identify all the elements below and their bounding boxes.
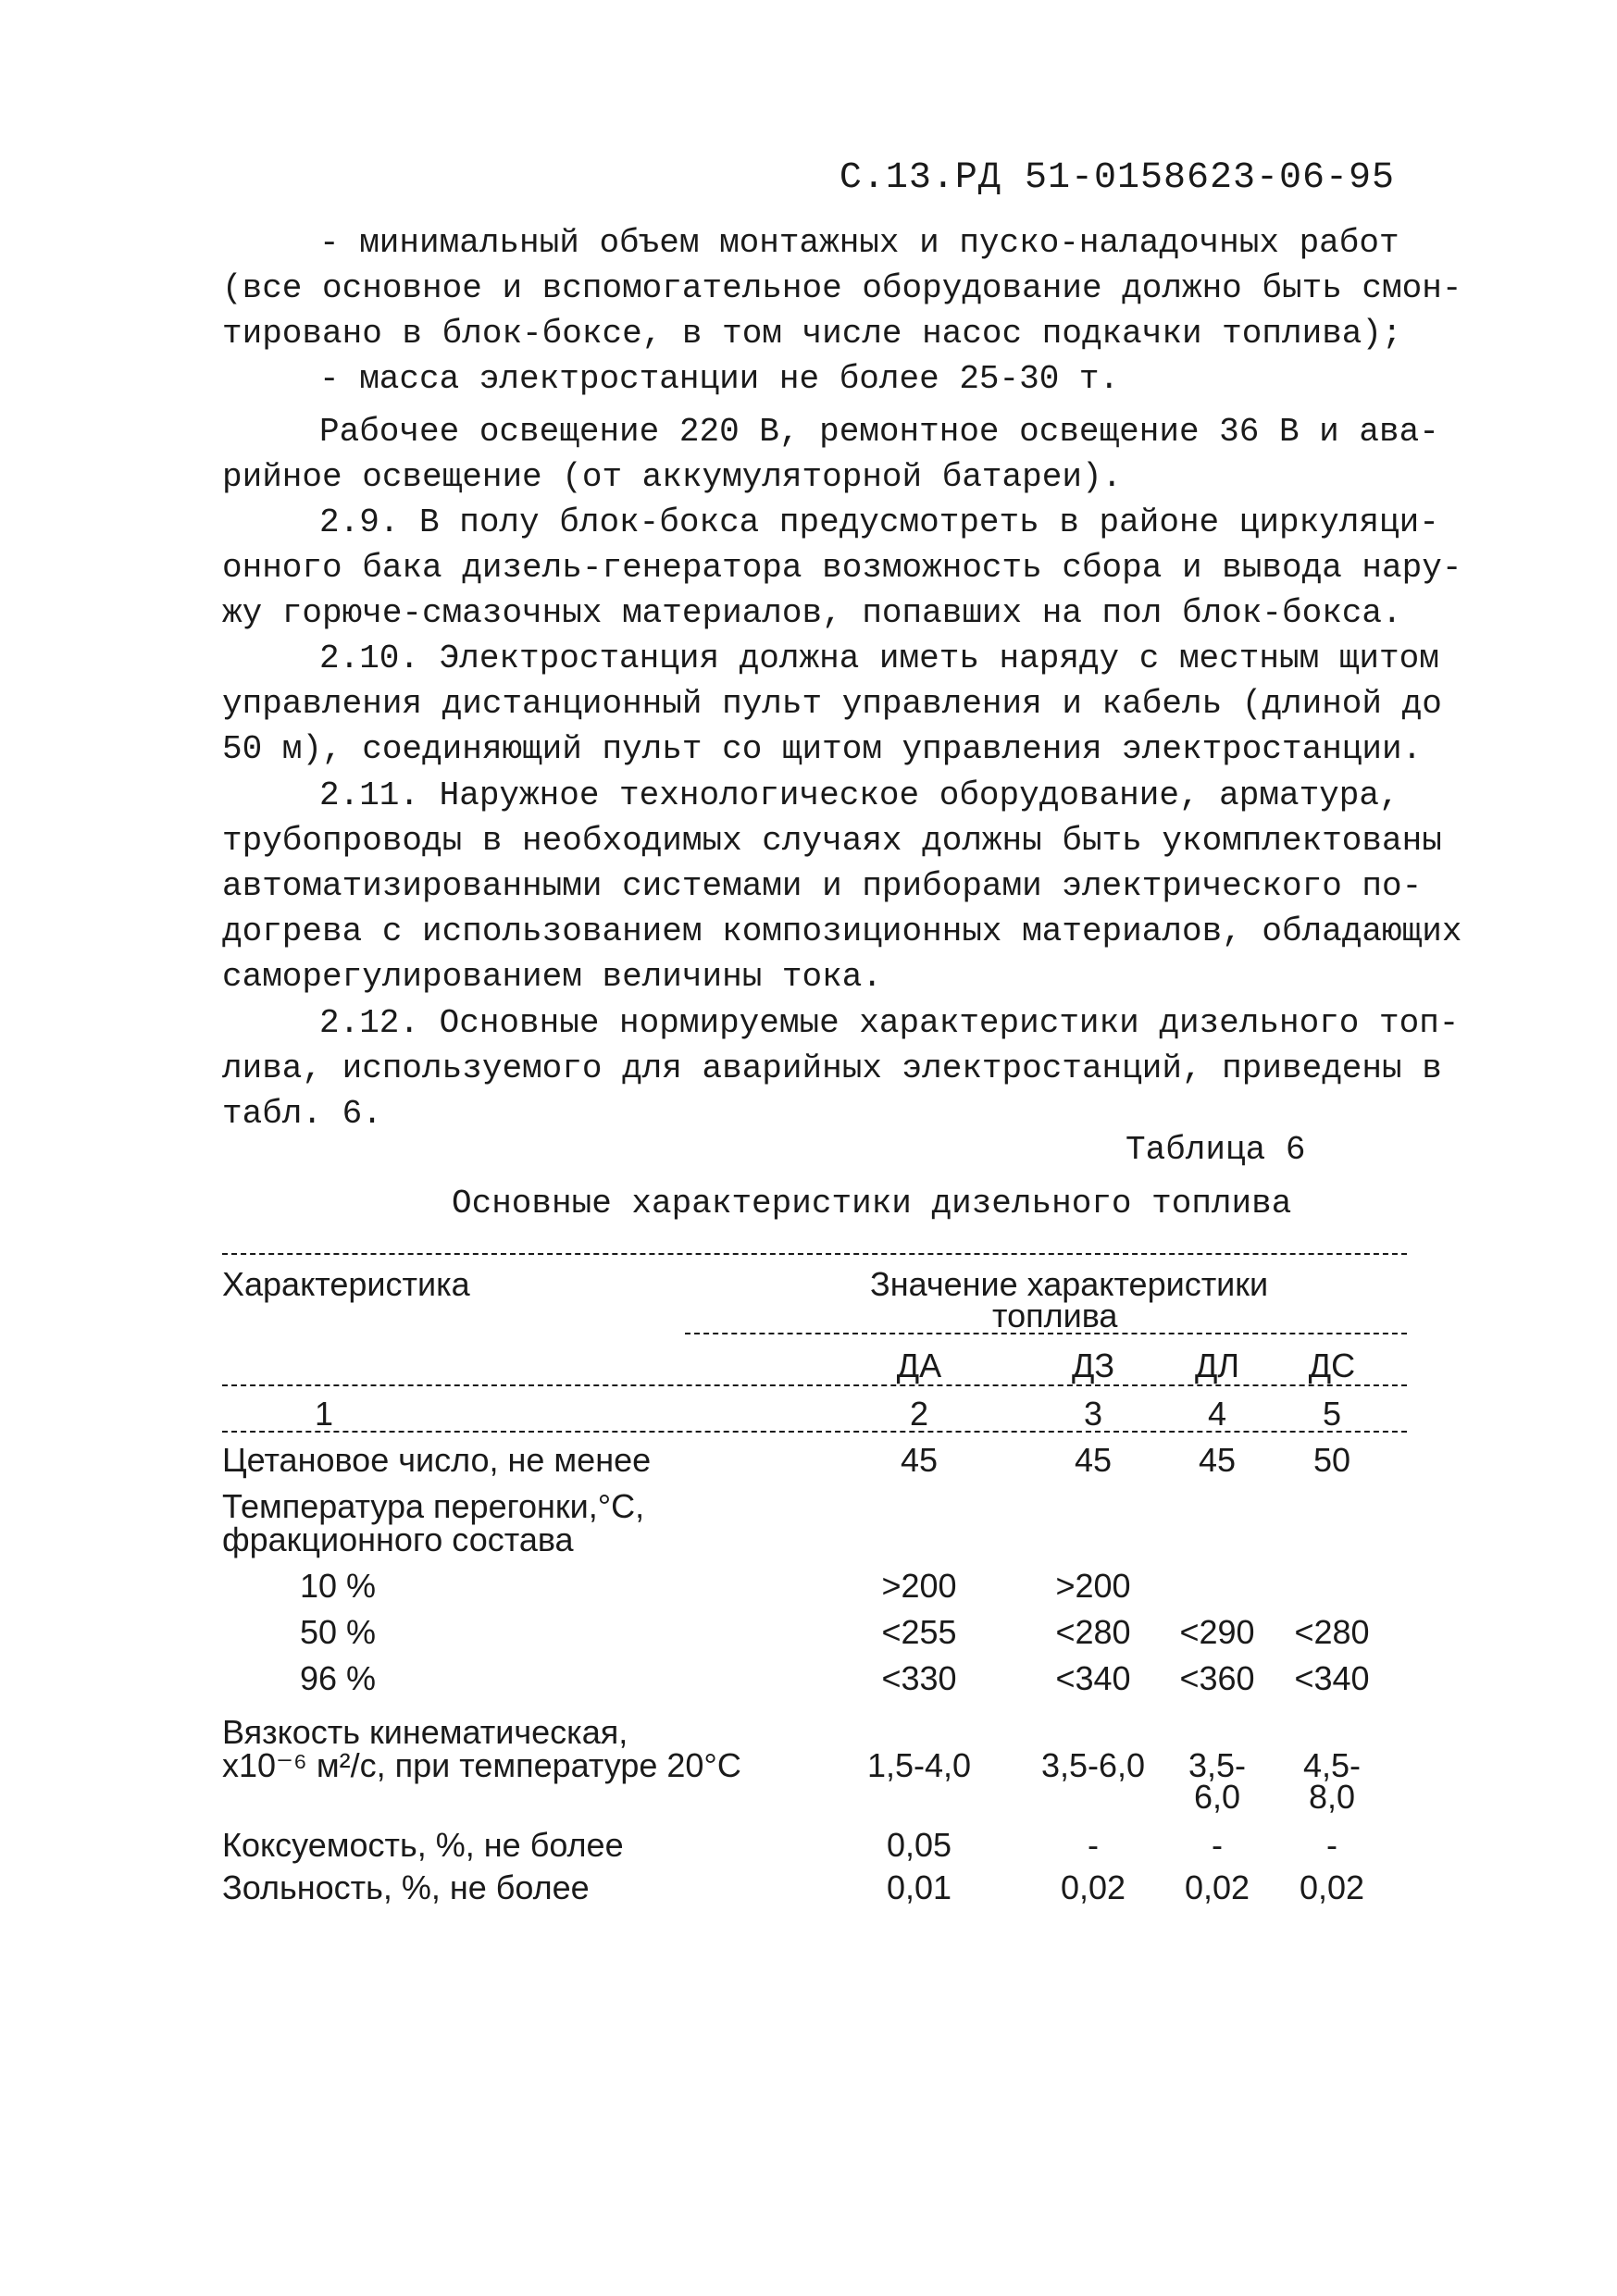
- row-label-cetane: Цетановое число, не менее: [222, 1441, 652, 1479]
- table-cell: -: [1212, 1826, 1223, 1864]
- row-label-ash: Зольность, %, не более: [222, 1868, 590, 1906]
- table-cell: <340: [1055, 1659, 1131, 1697]
- table-cell: 0,02: [1299, 1868, 1365, 1906]
- table-cell: 0,02: [1184, 1868, 1250, 1906]
- column-number: 5: [1322, 1395, 1342, 1433]
- paragraph-line: трубопроводы в необходимых случаях должны быть укомплектованы: [222, 822, 1442, 860]
- table-cell: <360: [1179, 1659, 1255, 1697]
- table-rule-top: [222, 1253, 1407, 1255]
- paragraph-line: 2.10. Электростанция должна иметь наряду с местным щитом: [319, 639, 1439, 677]
- row-label-10-percent: 10 %: [300, 1567, 377, 1605]
- paragraph-2-10: [222, 636, 1442, 772]
- fuel-characteristics-table: [222, 1240, 1407, 1906]
- paragraph-line: управления дистанционный пульт управления и кабель (длиной до: [222, 685, 1442, 723]
- paragraph-line: Рабочее освещение 220 В, ремонтное освещение 36 В и ава-: [319, 413, 1439, 451]
- paragraph-line: догрева с использованием композиционных материалов, обладающих: [222, 912, 1462, 950]
- table-cell: <280: [1055, 1613, 1131, 1651]
- table-cell: >200: [1055, 1567, 1131, 1605]
- paragraph-2-9: [222, 500, 1462, 636]
- row-label-50-percent: 50 %: [300, 1613, 377, 1651]
- row-label-distillation-line2: фракционного состава: [222, 1520, 574, 1558]
- paragraph-2-11: [222, 773, 1462, 999]
- paragraph-line: (все основное и вспомогательное оборудование должно быть смон-: [222, 269, 1462, 307]
- table-cell: 45: [900, 1441, 939, 1479]
- paragraph-line: - масса электростанции не более 25-30 т.: [319, 360, 1120, 398]
- table-cell: 0,02: [1060, 1868, 1126, 1906]
- paragraph-line: онного бака дизель-генератора возможность сбора и вывода нару-: [222, 549, 1462, 587]
- column-header-group: Значение характеристики: [870, 1265, 1269, 1303]
- table-cell: -: [1326, 1826, 1337, 1864]
- table-cell: 3,5-6,0: [1040, 1746, 1146, 1784]
- table-cell: 8,0: [1308, 1778, 1356, 1816]
- table-cell: 1,5-4,0: [866, 1746, 972, 1784]
- column-header-fuel-dl: ДЛ: [1194, 1347, 1239, 1384]
- table-cell: <280: [1294, 1613, 1370, 1651]
- paragraph-line: 2.11. Наружное технологическое оборудование, арматура,: [319, 776, 1399, 814]
- paragraph-line: табл. 6.: [222, 1095, 382, 1133]
- table-cell: 0,01: [886, 1868, 952, 1906]
- paragraph-line: тировано в блок-боксе, в том числе насос подкачки топлива);: [222, 315, 1402, 353]
- column-header-fuel-da: ДА: [896, 1347, 942, 1384]
- table-cell: 3,5-: [1188, 1746, 1247, 1784]
- row-label-96-percent: 96 %: [300, 1659, 377, 1697]
- paragraph-line: рийное освещение (от аккумуляторной батареи).: [222, 458, 1123, 496]
- column-number: 4: [1207, 1395, 1227, 1433]
- column-number: 3: [1083, 1395, 1103, 1433]
- table-cell: <340: [1294, 1659, 1370, 1697]
- page-header: С.13.РД 51-0158623-06-95: [839, 157, 1395, 199]
- paragraph-line: 2.12. Основные нормируемые характеристики дизельного топ-: [319, 1004, 1460, 1042]
- table-cell: 0,05: [886, 1826, 952, 1864]
- table-cell: -: [1088, 1826, 1099, 1864]
- table-cell: <330: [881, 1659, 957, 1697]
- paragraph-line: саморегулированием величины тока.: [222, 958, 882, 996]
- column-header-group-line2: топлива: [992, 1297, 1118, 1334]
- paragraph-lighting: [222, 409, 1439, 500]
- row-label-viscosity-line2: x10⁻⁶ м²/с, при температуре 20°С: [222, 1746, 741, 1784]
- paragraph-line: лива, используемого для аварийных электростанций, приведены в: [222, 1049, 1442, 1087]
- table-rule-numbers: [222, 1431, 1407, 1433]
- table-rule-subheader: [222, 1384, 1407, 1386]
- table-cell: 45: [1074, 1441, 1113, 1479]
- paragraph-requirements: [222, 220, 1462, 402]
- paragraph-line: автоматизированными системами и приборами электрического по-: [222, 867, 1423, 905]
- table-cell: 50: [1312, 1441, 1351, 1479]
- column-number: 1: [315, 1395, 334, 1433]
- paragraph-line: 50 м), соединяющий пульт со щитом управления электростанции.: [222, 730, 1423, 768]
- column-number: 2: [909, 1395, 929, 1433]
- row-label-viscosity: Вязкость кинематическая,: [222, 1713, 628, 1751]
- table-cell: 4,5-: [1302, 1746, 1362, 1784]
- row-label-coking: Коксуемость, %, не более: [222, 1826, 624, 1864]
- table-caption: Основные характеристики дизельного топлива: [452, 1185, 1292, 1222]
- table-cell: 6,0: [1193, 1778, 1241, 1816]
- table-cell: 45: [1198, 1441, 1237, 1479]
- paragraph-line: 2.9. В полу блок-бокса предусмотреть в районе циркуляци-: [319, 503, 1439, 541]
- table-label: Таблица 6: [1126, 1131, 1306, 1169]
- paragraph-2-12: [222, 1000, 1460, 1136]
- column-header-fuel-ds: ДС: [1308, 1347, 1356, 1384]
- column-header-fuel-dz: ДЗ: [1071, 1347, 1115, 1384]
- paragraph-line: - минимальный объем монтажных и пуско-наладочных работ: [319, 224, 1399, 262]
- row-label-distillation: Температура перегонки,°С,: [222, 1487, 645, 1525]
- table-cell: >200: [881, 1567, 957, 1605]
- paragraph-line: жу горюче-смазочных материалов, попавших на пол блок-бокса.: [222, 594, 1402, 632]
- table-cell: <255: [881, 1613, 957, 1651]
- column-header-characteristic: Характеристика: [222, 1265, 470, 1303]
- table-cell: <290: [1179, 1613, 1255, 1651]
